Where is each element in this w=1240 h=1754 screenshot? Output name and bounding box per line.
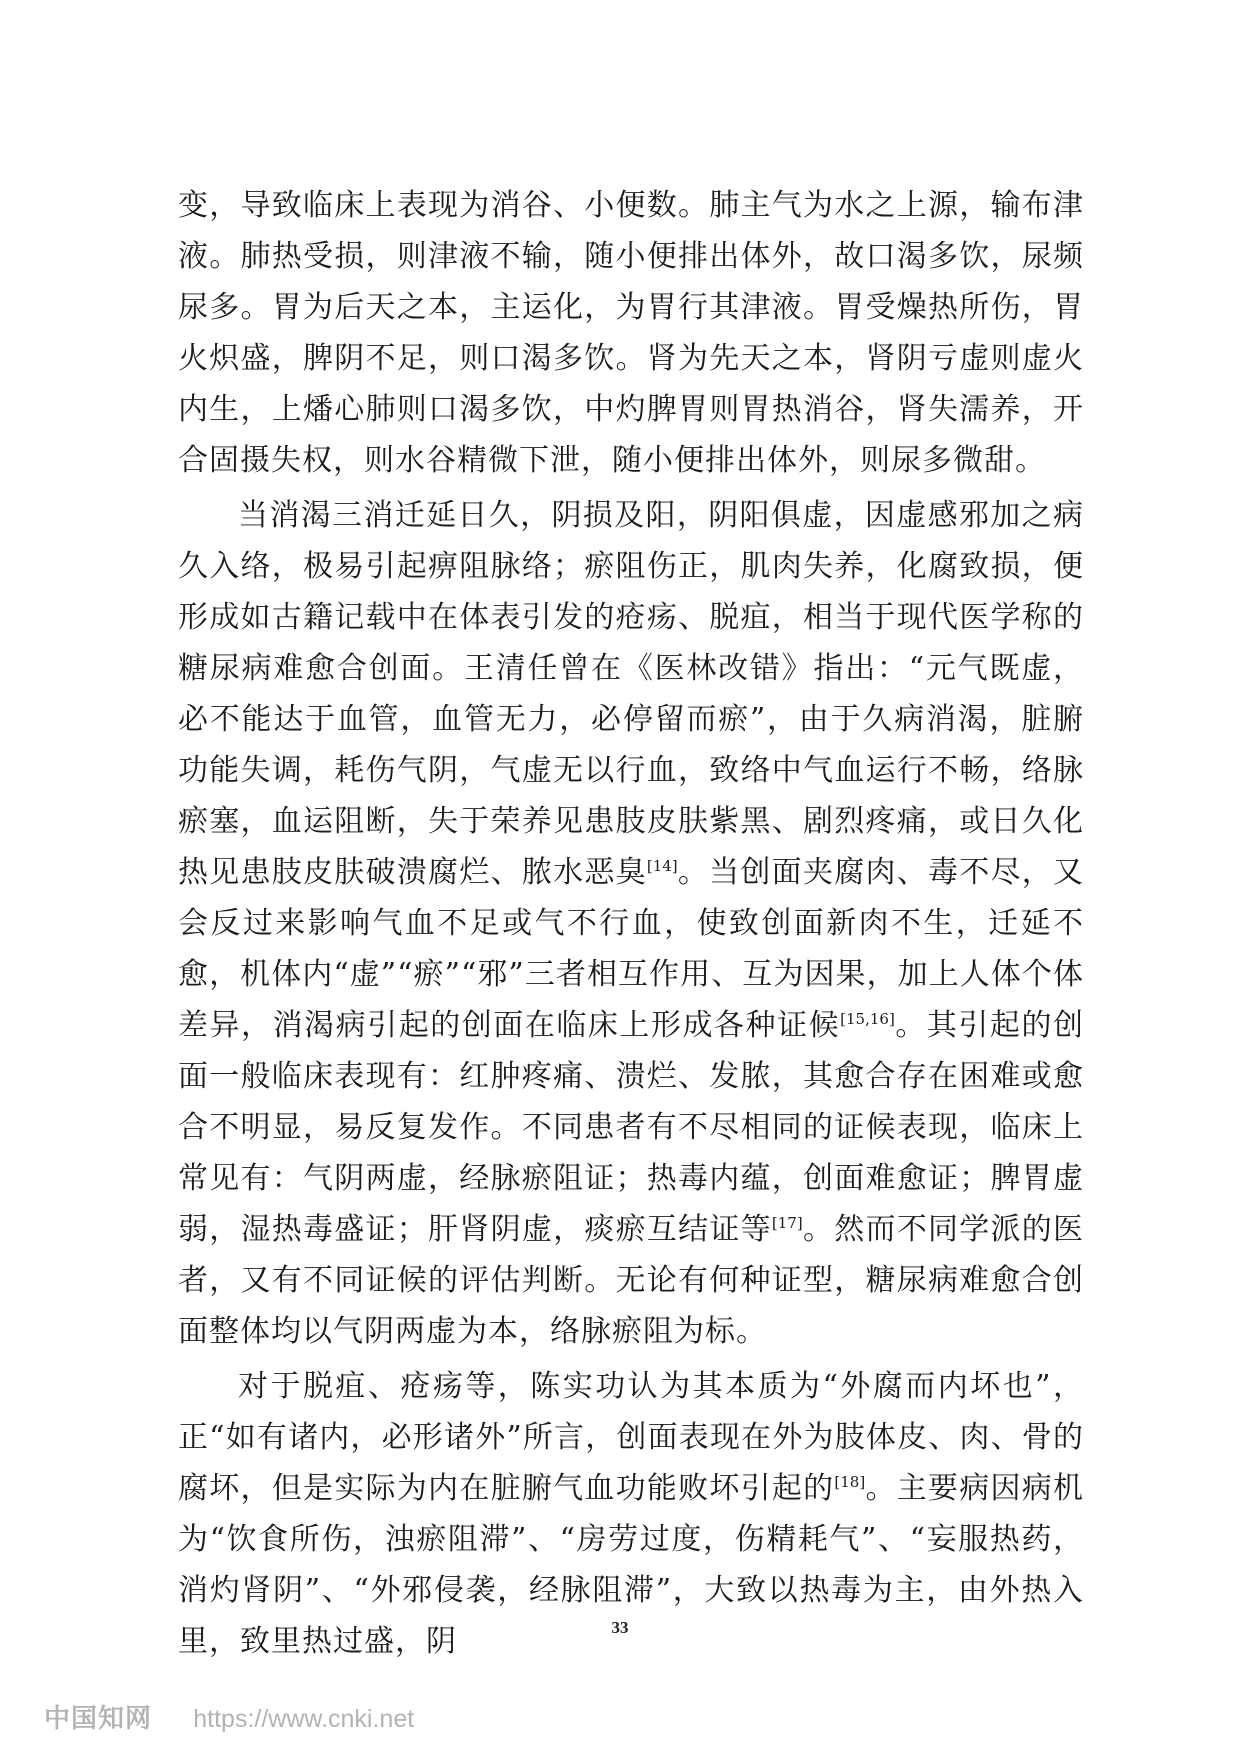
citation-ref: [15,16] xyxy=(840,1010,895,1028)
citation-ref: [14] xyxy=(646,857,678,875)
paragraph-text: 。当创面夹腐肉、毒不尽，又会反过来影响气血不足或气不行血，使致创面新肉不生，迁延不愈，机体内“虚”“瘀”“邪”三者相互作用、互为因果，加上人体个体差异，消渴病引起的创面在临床上形成各种证候 xyxy=(178,855,1085,1043)
paragraph-text: 当消渴三消迁延日久，阴损及阳，阴阳俱虚，因虚感邪加之病久入络，极易引起痹阻脉络；瘀阻伤正，肌肉失养，化腐致损，便形成如古籍记载中在体表引发的疮疡、脱疽，相当于现代医学称的糖尿病难愈合创面。王清任曾在《医林改错》指出：“元气既虚，必不能达于血管，血管无力，必停留而瘀”，由于久病消渴，脏腑功能失调，耗伤气阴，气虚无以行血，致络中气血运行不畅，络脉瘀塞，血运阻断，失于荣养见患肢皮肤紫黑、剧烈疼痛，或日久化热见患肢皮肤破溃腐烂、脓水恶臭 xyxy=(178,498,1084,890)
paragraph-text: 。其引起的创面一般临床表现有：红肿疼痛、溃烂、发脓，其愈合存在困难或愈合不明显，易反复发作。不同患者有不尽相同的证候表现，临床上常见有：气阴两虚，经脉瘀阻证；热毒内蕴，创面难愈证；脾胃虚弱，湿热毒盛证；肝肾阴虚，痰瘀互结证等 xyxy=(178,1008,1084,1247)
paragraph-text: 变，导致临床上表现为消谷、小便数。肺主气为水之上源，输布津液。肺热受损，则津液不输，随小便排出体外，故口渴多饮，尿频尿多。胃为后天之本，主运化，为胃行其津液。胃受燥热所伤，胃火炽盛，脾阴不足，则口渴多饮。肾为先天之本，肾阴亏虚则虚火内生，上燔心肺则口渴多饮，中灼脾胃则胃热消谷，肾失濡养，开合固摄失权，则水谷精微下泄，随小便排出体外，则尿多微甜。 xyxy=(178,188,1084,478)
paragraph-text: 。然而不同学派的医者，又有不同证候的评估判断。无论有何种证型，糖尿病难愈合创面整体均以气阴两虚为本，络脉瘀阻为标。 xyxy=(178,1212,1085,1349)
body-text xyxy=(178,180,1084,1671)
watermark-url: https://www.cnki.net xyxy=(193,1705,415,1733)
citation-ref: [17] xyxy=(771,1214,803,1232)
paragraph-text: 对于脱疽、疮疡等，陈实功认为其本质为“外腐而内坏也”，正“如有诸内，必形诸外”所言，创面表现在外为肢体皮、肉、骨的腐坏，但是实际为内在脏腑气血功能败坏引起的 xyxy=(178,1369,1084,1506)
body-paragraph xyxy=(178,180,1084,486)
cnki-watermark xyxy=(44,1698,414,1735)
page-number: 33 xyxy=(611,1618,629,1637)
body-paragraph xyxy=(178,490,1084,1357)
watermark-logo-text: 中国知网 xyxy=(44,1703,153,1733)
citation-ref: [18] xyxy=(834,1473,866,1491)
paragraph-text: 。主要病因病机为“饮食所伤，浊瘀阻滞”、“房劳过度，伤精耗气”、“妄服热药，消灼肾阴”、“外邪侵袭，经脉阻滞”，大致以热毒为主，由外热入里，致里热过盛，阴 xyxy=(178,1471,1085,1659)
